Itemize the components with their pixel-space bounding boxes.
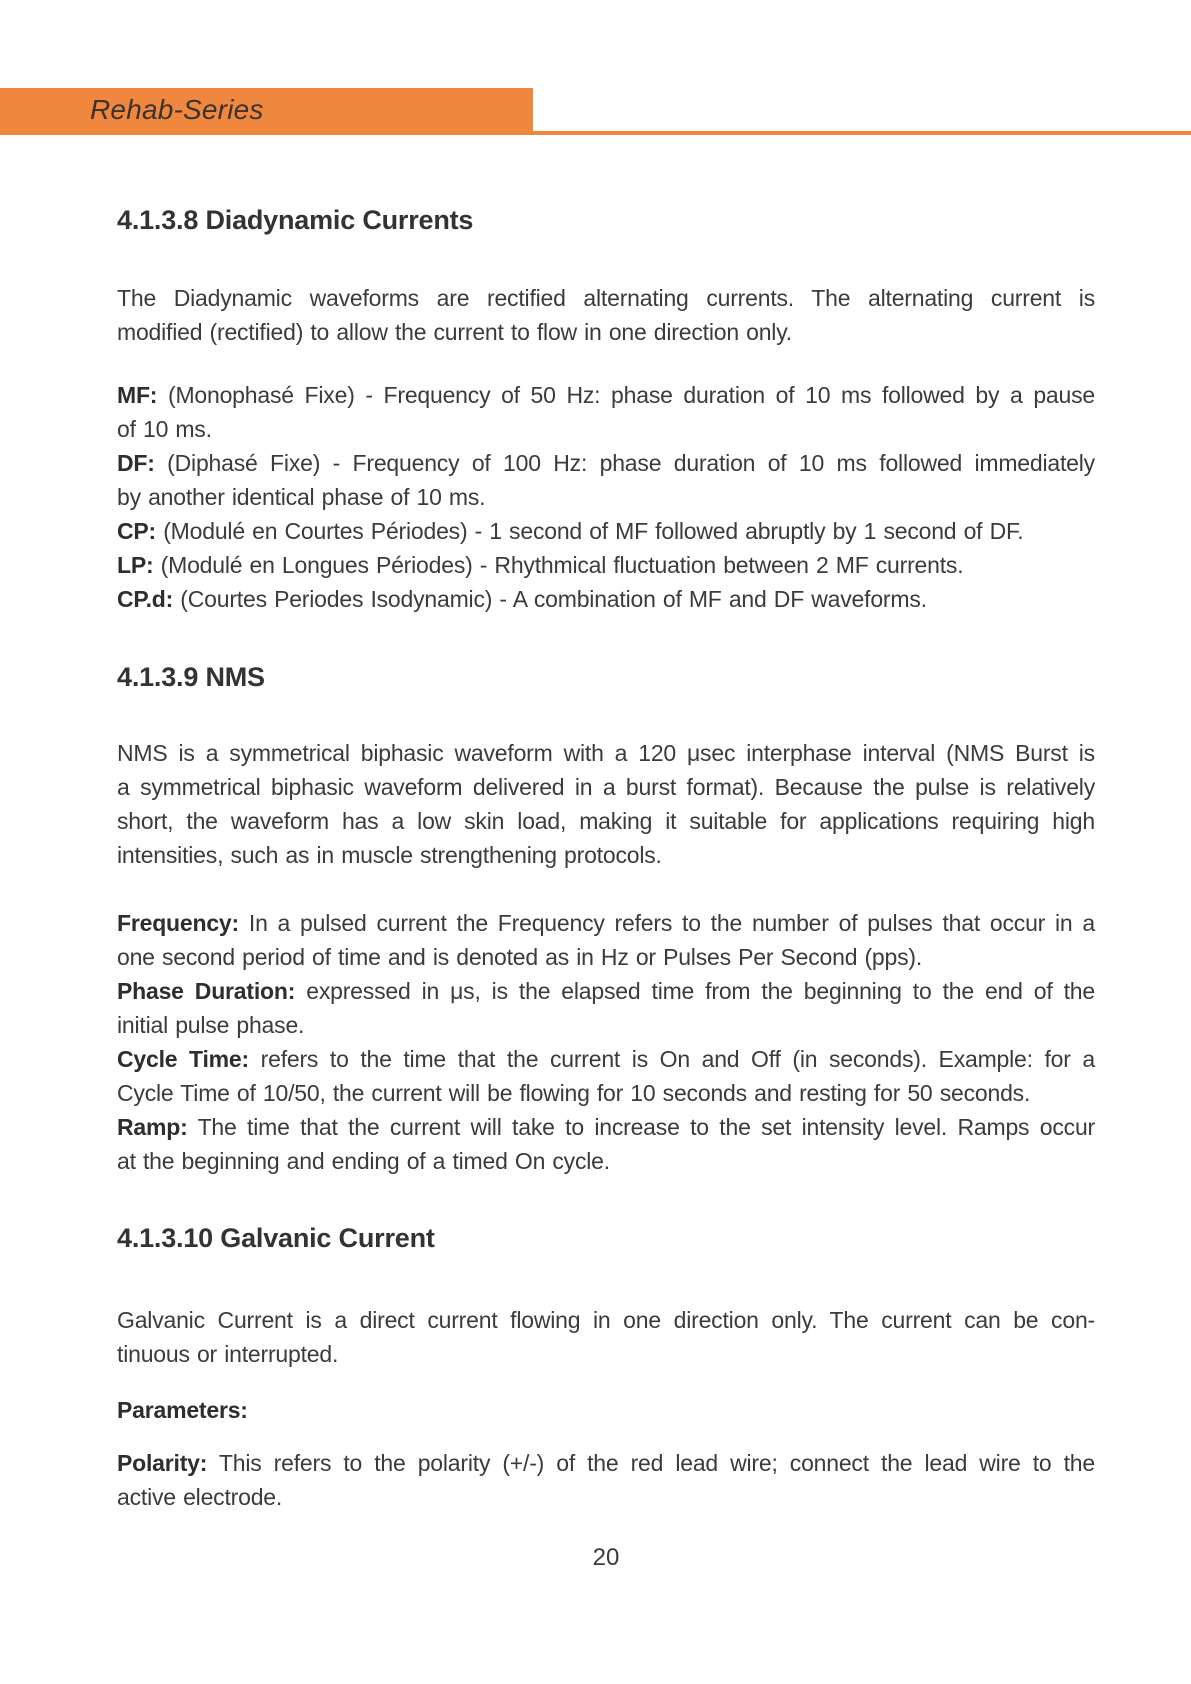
text-line: Ramp: The time that the current will take to increase to the set intensity level. Ramps occur: [117, 1114, 1096, 1140]
paragraph-diadynamic-intro: [117, 281, 1095, 349]
text-line: [117, 1393, 1095, 1427]
text-line: active electrode.: [117, 1484, 283, 1510]
page-number: 20: [592, 1544, 620, 1571]
text-line: initial pulse phase.: [117, 1012, 305, 1038]
term-label: Ramp:: [117, 1114, 188, 1140]
text-line: Frequency: In a pulsed current the Frequency refers to the number of pulses that occur in a: [117, 910, 1095, 936]
text-line: a symmetrical biphasic waveform delivered in a burst format). Because the pulse is relatively: [117, 774, 1095, 800]
term-label: Phase Duration:: [117, 978, 296, 1004]
text-line: modified (rectified) to allow the current to flow in one direction only.: [117, 319, 792, 345]
text-line: of 10 ms.: [117, 416, 212, 442]
term-label: Polarity:: [117, 1450, 208, 1476]
text-line: Cycle Time of 10/50, the current will be flowing for 10 seconds and resting for 50 seconds.: [117, 1080, 1031, 1106]
text-line: DF: (Diphasé Fixe) - Frequency of 100 Hz: phase duration of 10 ms followed immediately: [117, 450, 1095, 476]
paragraph-galvanic-description: [117, 1303, 1095, 1371]
term-label: Frequency:: [117, 910, 239, 936]
text-line: CP: (Modulé en Courtes Périodes) - 1 second of MF followed abruptly by 1 second of DF.: [117, 518, 1024, 544]
paragraph-polarity: [117, 1446, 1095, 1514]
text-line: LP: (Modulé en Longues Périodes) - Rhythmical fluctuation between 2 MF currents.: [117, 552, 964, 578]
brand-title: Rehab-Series: [90, 94, 264, 125]
term-label: Parameters:: [117, 1397, 248, 1423]
text-line: intensities, such as in muscle strengthening protocols.: [117, 842, 662, 868]
text-line: at the beginning and ending of a timed On cycle.: [117, 1148, 610, 1174]
paragraph-nms-description: [117, 736, 1095, 872]
text-line: CP.d: (Courtes Periodes Isodynamic) - A combination of MF and DF waveforms.: [117, 586, 927, 612]
term-label: CP.d:: [117, 586, 174, 612]
text-line: MF: (Monophasé Fixe) - Frequency of 50 Hz: phase duration of 10 ms followed by a pause: [117, 382, 1095, 408]
text-line: Cycle Time: refers to the time that the current is On and Off (in seconds). Example: for a: [117, 1046, 1095, 1072]
text-line: by another identical phase of 10 ms.: [117, 484, 486, 510]
text-line: NMS is a symmetrical biphasic waveform with a 120 μsec interphase interval (NMS Burst is: [117, 740, 1095, 766]
page-content: [117, 0, 1095, 1514]
text-line: Galvanic Current is a direct current flowing in one direction only. The current can be con-: [117, 1307, 1095, 1333]
text-line: short, the waveform has a low skin load, making it suitable for applications requiring high: [117, 808, 1095, 834]
text-line: The Diadynamic waveforms are rectified alternating currents. The alternating current is: [117, 285, 1095, 311]
text-line: tinuous or interrupted.: [117, 1341, 339, 1367]
term-label: MF:: [117, 382, 158, 408]
term-label: CP:: [117, 518, 157, 544]
text-line: Phase Duration: expressed in μs, is the elapsed time from the beginning to the end of the: [117, 978, 1095, 1004]
term-label: DF:: [117, 450, 155, 476]
term-label: LP:: [117, 552, 154, 578]
section-heading-galvanic-current: 4.1.3.10 Galvanic Current: [117, 1223, 435, 1253]
section-heading-diadynamic-currents: 4.1.3.8 Diadynamic Currents: [117, 205, 474, 235]
text-line: Polarity: This refers to the polarity (+/-) of the red lead wire; connect the lead wire to the: [117, 1450, 1095, 1476]
term-label: Cycle Time:: [117, 1046, 249, 1072]
parameters-label-line: [117, 1393, 1095, 1427]
definition-list-diadynamic-modes: [117, 378, 1095, 616]
definition-list-nms-parameters: [117, 906, 1095, 1178]
section-heading-nms: 4.1.3.9 NMS: [117, 662, 265, 692]
text-line: one second period of time and is denoted as in Hz or Pulses Per Second (pps).: [117, 944, 923, 970]
